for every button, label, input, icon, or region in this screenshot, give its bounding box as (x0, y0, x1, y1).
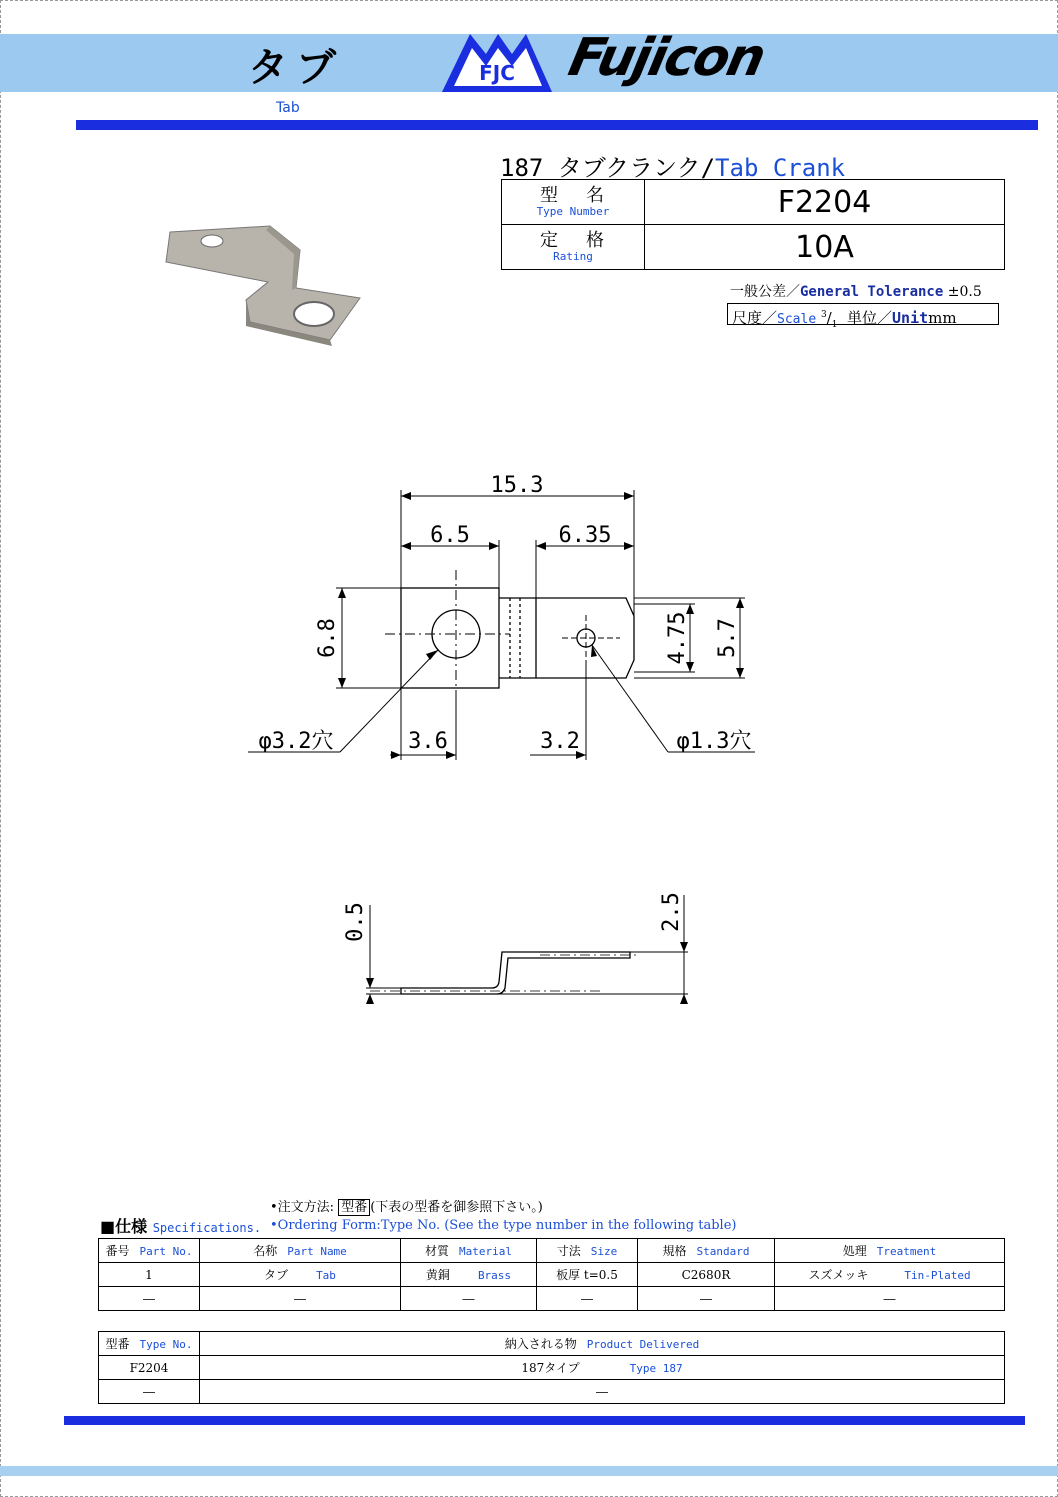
delivered-table (98, 1331, 1005, 1404)
footer-band (0, 1466, 1058, 1476)
dim-thickness: 0.5 (343, 902, 368, 942)
scale-unit-box: 尺度／Scale $^3/_1$ 単位／Unitmm (727, 303, 999, 325)
brand-name: Fujicon (563, 28, 770, 88)
specifications-table (98, 1238, 1005, 1311)
side-view (366, 895, 688, 1002)
rating-value: 10A (645, 225, 1005, 270)
dim-hole-small-pos: 3.2 (540, 729, 580, 754)
type-number-value: F2204 (645, 180, 1005, 225)
dim-hole-big-pos: 3.6 (408, 729, 448, 754)
product-subtitle: 187 タブクランク/Tab Crank (500, 154, 846, 182)
dim-tab-width: 4.75 (665, 611, 690, 665)
ordering-en: •Ordering Form:Type No. (See the type number in the following table) (270, 1218, 737, 1233)
product-photo (166, 226, 360, 346)
ordering-jp: •注文方法: 型番 (下表の型番を御参照下さい。) (270, 1200, 543, 1215)
logo-text: FJC (479, 61, 515, 85)
dim-body-height: 6.8 (315, 618, 340, 658)
table-row: ― ― (99, 1380, 1005, 1404)
page-title: タブ (248, 45, 344, 91)
table-row: ― ― ― ― ― ― (99, 1287, 1005, 1311)
dim-offset: 2.5 (659, 892, 684, 932)
page-title-en: Tab (276, 100, 300, 116)
dim-hole-big: φ3.2穴 (258, 729, 334, 754)
table-row: 番号 Part No. 名称 Part Name 材質 Material 寸法 Size 規格 Standard 処理 Treatment (99, 1239, 1005, 1263)
dim-overall-length: 15.3 (490, 473, 544, 498)
dim-tab-outer: 5.7 (715, 618, 740, 658)
dim-tab-length: 6.35 (558, 523, 612, 548)
table-row: 1 タブ Tab 黄銅 Brass 板厚 t=0.5 C2680R スズメッキ Tin-Plated (99, 1263, 1005, 1287)
specifications-heading: ■仕様 Specifications. (100, 1217, 262, 1236)
table-row: F2204 187タイプ Type 187 (99, 1356, 1005, 1380)
type-rating-table: 型名 Type Number F2204 定格 Rating 10A (501, 179, 1005, 270)
dim-body-length: 6.5 (430, 523, 470, 548)
footer-rule (64, 1416, 1025, 1425)
table-row: 型番 Type No. 納入される物 Product Delivered (99, 1332, 1005, 1356)
dim-hole-small: φ1.3穴 (676, 729, 752, 754)
general-tolerance: 一般公差／General Tolerance ±0.5 (730, 284, 982, 300)
